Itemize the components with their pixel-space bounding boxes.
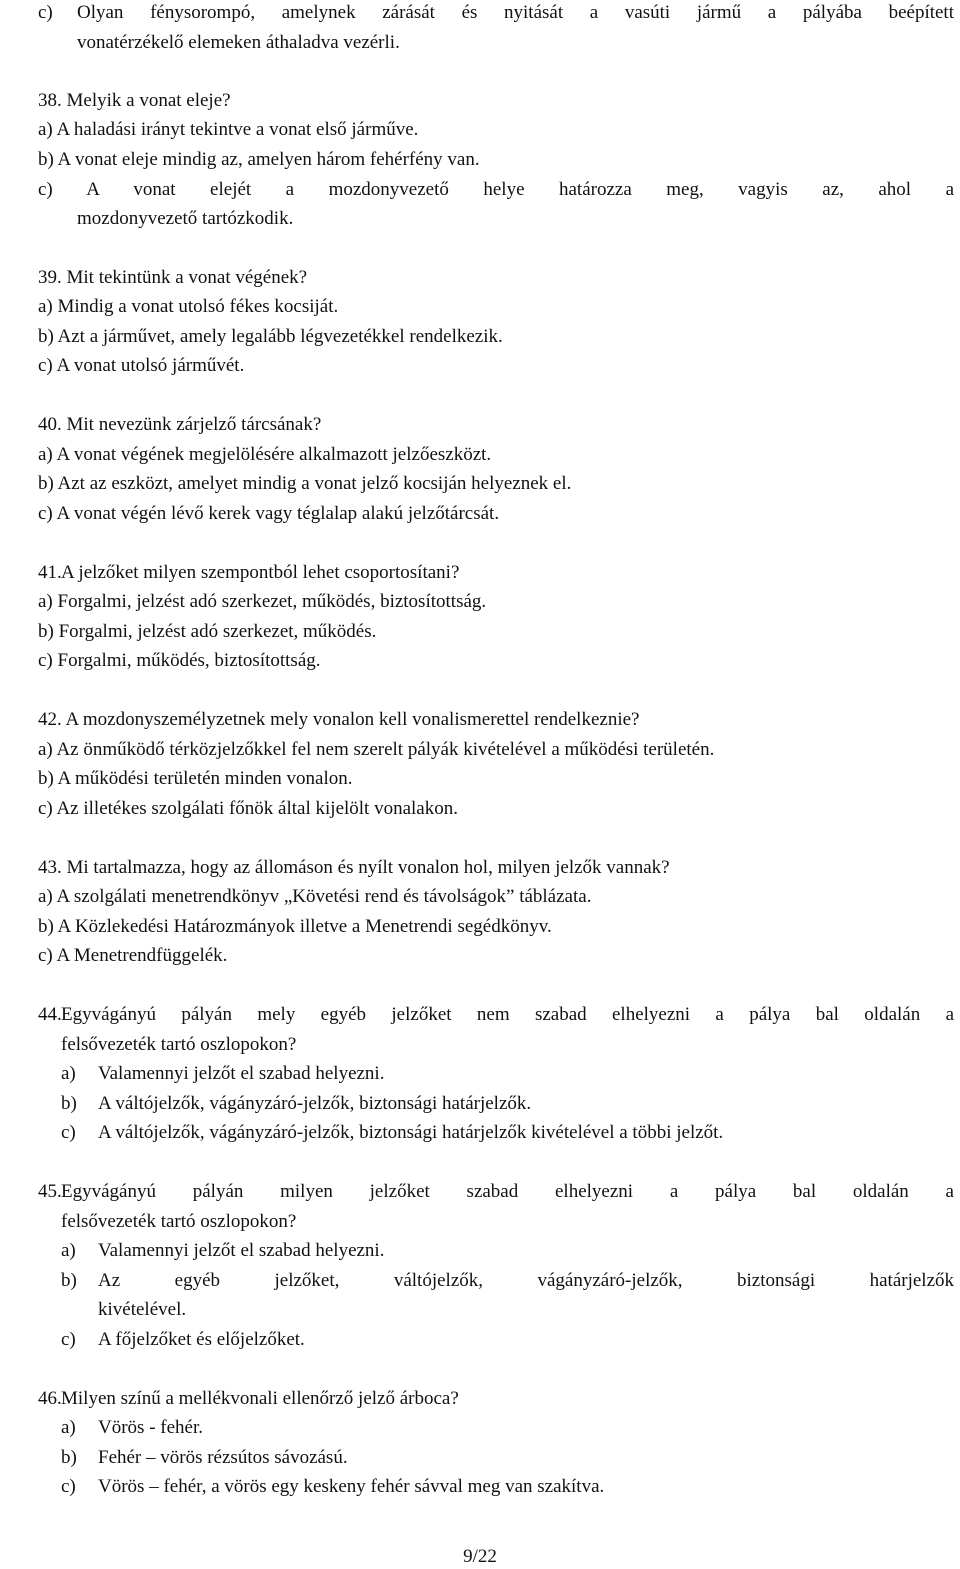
q43-question: 43. Mi tartalmazza, hogy az állomáson és nyílt vonalon hol, milyen jelzők vannak?	[38, 857, 670, 878]
q44-option-a: Valamennyi jelzőt el szabad helyezni.	[98, 1063, 385, 1084]
q44-option-c-marker: c)	[61, 1122, 76, 1143]
q42-question: 42. A mozdonyszemélyzetnek mely vonalon kell vonalismerettel rendelkeznie?	[38, 709, 640, 730]
q37-option-c-line2: vonatérzékelő elemeken áthaladva vezérli.	[77, 32, 400, 53]
q44-option-a-marker: a)	[61, 1063, 76, 1084]
q45-option-b-line2: kivételével.	[98, 1299, 187, 1320]
q41-option-a: a) Forgalmi, jelzést adó szerkezet, működés, biztosítottság.	[38, 591, 487, 612]
q42-option-c: c) Az illetékes szolgálati főnök által kijelölt vonalakon.	[38, 798, 458, 819]
q44-question-line2: felsővezeték tartó oszlopokon?	[61, 1034, 297, 1055]
q38-option-c-line1: c) A vonat elejét a mozdonyvezető helye határozza meg, vagyis az, ahol a	[38, 179, 954, 200]
q46-option-b-marker: b)	[61, 1447, 77, 1468]
q43-option-c: c) A Menetrendfüggelék.	[38, 945, 228, 966]
q37-option-c-marker: c)	[38, 2, 53, 23]
q45-option-c: A főjelzőket és előjelzőket.	[98, 1329, 305, 1350]
q37-option-c-line1: Olyan fénysorompó, amelynek zárását és nyitását a vasúti jármű a pályába beépített	[77, 2, 954, 23]
q45-option-a: Valamennyi jelzőt el szabad helyezni.	[98, 1240, 385, 1261]
q46-option-c-marker: c)	[61, 1476, 76, 1497]
q40-question: 40. Mit nevezünk zárjelző tárcsának?	[38, 414, 322, 435]
q40-option-a: a) A vonat végének megjelölésére alkalmazott jelzőeszközt.	[38, 444, 492, 465]
q45-option-b-marker: b)	[61, 1270, 77, 1291]
q44-option-b: A váltójelzők, vágányzáró-jelzők, biztonsági határjelzők.	[98, 1093, 532, 1114]
q44-option-b-marker: b)	[61, 1093, 77, 1114]
q46-option-a: Vörös - fehér.	[98, 1417, 203, 1438]
q38-option-c-line2: mozdonyvezető tartózkodik.	[77, 208, 294, 229]
q43-option-a: a) A szolgálati menetrendkönyv „Követési rend és távolságok” táblázata.	[38, 886, 592, 907]
q44-number: 44.	[38, 1004, 62, 1025]
q45-option-b-line1: Az egyéb jelzőket, váltójelzők, vágányzáró-jelzők, biztonsági határjelzők	[98, 1270, 954, 1291]
q39-question: 39. Mit tekintünk a vonat végének?	[38, 267, 308, 288]
page-number: 9/22	[463, 1546, 497, 1567]
q44-question-line1: Egyvágányú pályán mely egyéb jelzőket nem szabad elhelyezni a pálya bal oldalán a	[61, 1004, 954, 1025]
q39-option-b: b) Azt a járművet, amely legalább légvezetékkel rendelkezik.	[38, 326, 503, 347]
q42-option-a: a) Az önműködő térközjelzőkkel fel nem szerelt pályák kivételével a működési területén.	[38, 739, 715, 760]
q41-option-c: c) Forgalmi, működés, biztosítottság.	[38, 650, 321, 671]
q45-number: 45.	[38, 1181, 62, 1202]
q39-option-a: a) Mindig a vonat utolsó fékes kocsiját.	[38, 296, 339, 317]
q45-question-line1: Egyvágányú pályán milyen jelzőket szabad elhelyezni a pálya bal oldalán a	[61, 1181, 954, 1202]
q41-option-b: b) Forgalmi, jelzést adó szerkezet, működés.	[38, 621, 377, 642]
q46-number: 46.	[38, 1388, 62, 1409]
q38-option-a: a) A haladási irányt tekintve a vonat első járműve.	[38, 119, 419, 140]
q45-option-c-marker: c)	[61, 1329, 76, 1350]
q40-option-c: c) A vonat végén lévő kerek vagy téglalap alakú jelzőtárcsát.	[38, 503, 500, 524]
q40-option-b: b) Azt az eszközt, amelyet mindig a vonat jelző kocsiján helyeznek el.	[38, 473, 572, 494]
q42-option-b: b) A működési területén minden vonalon.	[38, 768, 353, 789]
q45-option-a-marker: a)	[61, 1240, 76, 1261]
q38-option-b: b) A vonat eleje mindig az, amelyen három fehérfény van.	[38, 149, 480, 170]
q39-option-c: c) A vonat utolsó járművét.	[38, 355, 245, 376]
q43-option-b: b) A Közlekedési Határozmányok illetve a Menetrendi segédkönyv.	[38, 916, 552, 937]
q45-question-line2: felsővezeték tartó oszlopokon?	[61, 1211, 297, 1232]
q46-option-c: Vörös – fehér, a vörös egy keskeny fehér sávval meg van szakítva.	[98, 1476, 605, 1497]
q41-question: A jelzőket milyen szempontból lehet csoportosítani?	[61, 562, 460, 583]
q46-option-a-marker: a)	[61, 1417, 76, 1438]
q46-question: Milyen színű a mellékvonali ellenőrző jelző árboca?	[61, 1388, 459, 1409]
q44-option-c: A váltójelzők, vágányzáró-jelzők, biztonsági határjelzők kivételével a többi jelzőt.	[98, 1122, 724, 1143]
q41-number: 41.	[38, 562, 62, 583]
q46-option-b: Fehér – vörös rézsútos sávozású.	[98, 1447, 348, 1468]
q38-question: 38. Melyik a vonat eleje?	[38, 90, 231, 111]
